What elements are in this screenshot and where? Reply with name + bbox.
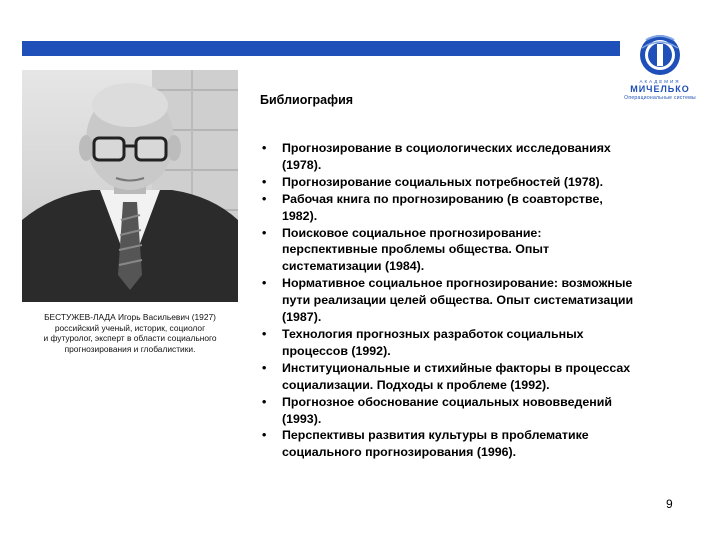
list-item [262,174,682,191]
list-item-line: пути реализации целей общества. Опыт систематизации [282,293,634,308]
list-item-line: Нормативное социальное прогнозирование: возможные [282,276,633,291]
list-item [262,191,682,225]
bibliography-list [262,140,682,461]
list-item [262,326,682,360]
caption-line: БЕСТУЖЕВ-ЛАДА Игорь Васильевич (1927) [44,312,216,322]
list-item [262,394,682,428]
bullet-icon: • [262,428,267,443]
list-item-line: Институциональные и стихийные факторы в процессах [282,360,631,375]
bullet-icon: • [262,276,267,291]
bullet-icon: • [262,174,267,189]
list-item-line: Рабочая книга по прогнозированию (в соавторстве, [282,191,603,206]
list-item-line: 1982). [282,208,318,223]
list-item-line: процессов (1992). [282,343,391,358]
logo-text-line1: АКАДЕМИЯ [639,79,681,84]
list-item-line: Перспективы развития культуры в проблематике [282,428,589,443]
list-item-line: Прогнозное обоснование социальных нововведений [282,394,612,409]
list-item-line: социализации. Подходы к проблеме (1992). [282,377,550,392]
list-item-line: систематизации (1984). [282,259,425,274]
bullet-icon: • [262,191,267,206]
list-item [262,275,682,326]
caption-line: прогнозирования и глобалистики. [64,343,196,354]
list-item-line: Технология прогнозных разработок социальных [282,326,584,341]
list-item-line: (1993). [282,411,322,426]
caption-line: российский ученый, историк, социолог [54,322,206,333]
caption-line: и футуролог, эксперт в области социального [43,333,217,343]
portrait-photo [22,70,238,302]
list-item-line: Прогнозирование в социологических исследованиях [282,141,611,155]
top-accent-bar [22,41,620,56]
list-item [262,427,682,461]
slide-title: Библиография [260,93,354,107]
list-item-line: перспективные проблемы общества. Опыт [282,242,550,257]
bullet-icon: • [262,141,267,155]
list-item [262,360,682,394]
logo-text-line2: МИЧЕЛЬКО [630,84,690,94]
portrait-caption [22,312,238,354]
list-item-line: социального прогнозирования (1996). [282,445,517,460]
bullet-icon: • [262,360,267,375]
list-item [262,225,682,276]
bullet-icon: • [262,326,267,341]
list-item-line: Поисковое социальное прогнозирование: [282,225,542,240]
logo-text-line3: Операциональные системы [624,95,696,101]
logo-emblem-icon [622,30,698,80]
bullet-icon: • [262,394,267,409]
list-item [262,140,682,174]
list-item-line: (1978). [282,157,322,172]
list-item-line: (1987). [282,310,322,325]
page-number: 9 [666,497,673,511]
bullet-icon: • [262,225,267,240]
portrait-icon [22,70,238,302]
academy-logo [622,30,698,104]
list-item-line: Прогнозирование социальных потребностей (1978). [282,174,604,189]
